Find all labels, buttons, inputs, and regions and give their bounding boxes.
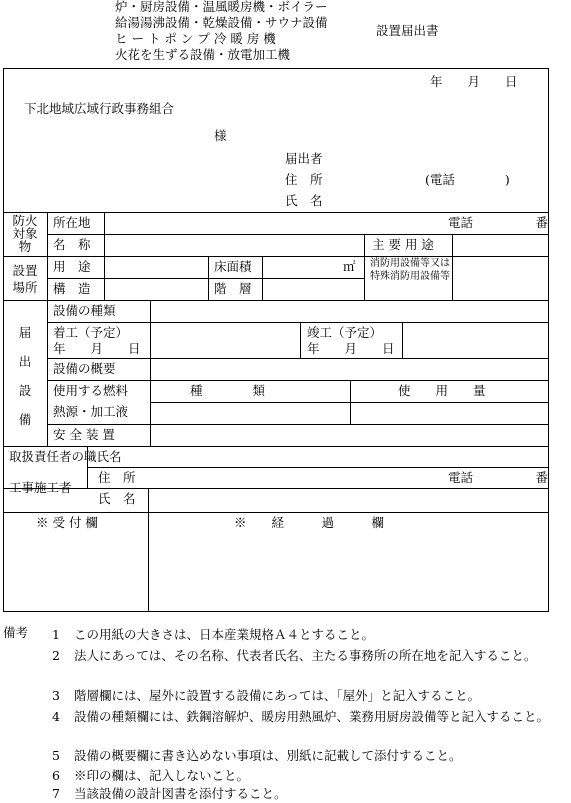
sqm-unit: ㎡ [343,259,356,274]
reception-box[interactable] [4,534,148,611]
fuel-label: 使用する燃料 [53,383,129,398]
usage-amount-header: 使 用 量 [398,383,486,398]
safety-label: 安 全 装 置 [53,427,115,442]
header-line-3: ヒ ー ト ポ ン プ 冷 暖 房 機 [115,31,276,46]
fire-target-label: 防火 対象 物 [12,213,38,254]
structure-label: 構 造 [53,281,91,296]
name-label: 名 称 [53,237,91,252]
header-line-4: 火花を生ずる設備・放電加工機 [115,47,291,62]
applicant-phone[interactable]: (電話 ) [425,172,510,187]
fire-equipment-label: 消防用設備等又は特殊消防用設備等 [370,258,450,282]
location-phone[interactable]: 電話 番 [448,215,549,230]
header-line-2: 給湯湯沸設備・乾燥設備・サウナ設備 [115,15,328,30]
applicant-name-label: 氏 名 [285,193,323,208]
contractor-label: 工事施工者 [9,480,72,495]
main-use-label: 主 要 用 途 [372,237,434,252]
applicant-address-label: 住 所 [285,172,323,187]
form-title: 設置届出書 [376,23,439,38]
contractor-name-label: 氏 名 [98,491,136,506]
heat-source-label: 熱源・加工液 [53,404,129,419]
progress-label: ※ 経 過 欄 [234,515,385,530]
notes-title: 備考 [3,625,29,640]
floor-label: 階 層 [214,281,252,296]
start-label: 着工（予定） 年 月 日 [53,325,141,356]
install-place-label: 設置 場所 [12,263,38,295]
progress-box[interactable] [149,534,548,611]
reception-label: ※ 受 付 欄 [36,515,98,530]
date-field[interactable]: 年 月 日 [430,74,518,89]
use-label: 用 途 [53,259,91,274]
addressee: 下北地域広域行政事務組合 [24,101,175,116]
notified-equipment-label: 届 出 設 備 [18,325,32,427]
floor-area-label: 床面積 [214,259,252,274]
completion-label: 竣工（予定） 年 月 日 [307,325,395,356]
equipment-type-label: 設備の種類 [53,303,116,318]
contractor-address-label: 住 所 [98,470,136,485]
location-label: 所在地 [53,215,91,230]
header-line-1: 炉・厨房設備・温風暖房機・ボイラー [115,0,328,14]
manager-label: 取扱責任者の職氏名 [9,449,122,464]
overview-label: 設備の概要 [53,361,116,376]
kind-header: 種 類 [190,383,266,398]
applicant-label: 届出者 [285,151,323,166]
sama-label: 様 [214,128,227,143]
contractor-phone[interactable]: 電話 番 [448,470,549,485]
